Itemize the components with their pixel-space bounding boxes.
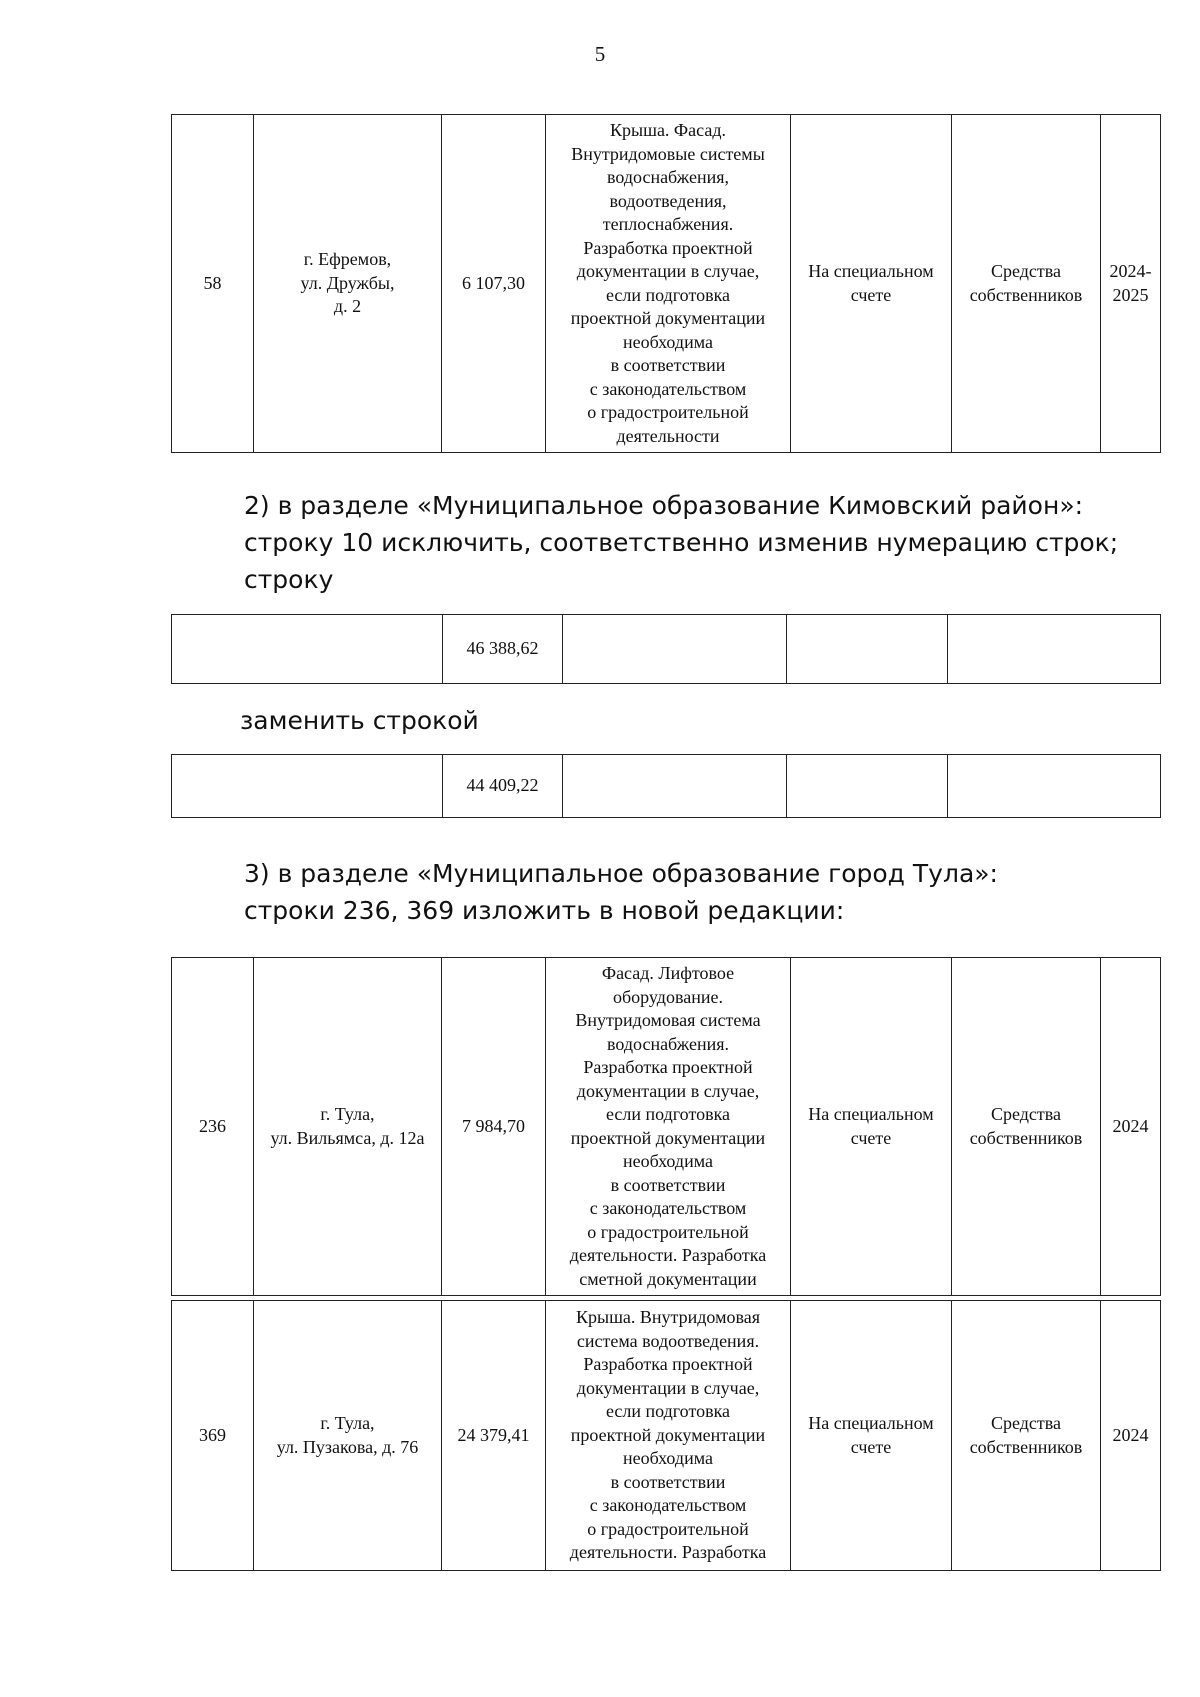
table-row xyxy=(172,115,1161,453)
works-cell: Фасад. Лифтовое оборудование. Внутридомовая система водоснабжения. Разработка проектной документации в случае, если подготовка проектной документации необходима в соответствии с законодательством о градостроительной деятельности. Разработка сметной документации xyxy=(546,958,791,1296)
table-row-236 xyxy=(171,957,1161,1296)
section-2-line-1: 2) в разделе «Муниципальное образование Кимовский район»: xyxy=(244,491,1084,520)
row-number: 236 xyxy=(172,958,254,1296)
account-cell: На специальном счете xyxy=(791,115,952,453)
section-3-line-2: строки 236, 369 изложить в новой редакции: xyxy=(244,896,845,925)
address-cell: г. Ефремов, ул. Дружбы, д. 2 xyxy=(254,115,442,453)
section-3-text xyxy=(244,855,998,929)
works-cell: Крыша. Внутридомовая система водоотведения. Разработка проектной документации в случае, если подготовка проектной документации необходима в соответствии с законодательством о градостроительной деятельности. Разработка xyxy=(546,1301,791,1571)
section-3-line-1: 3) в разделе «Муниципальное образование город Тула»: xyxy=(244,859,998,888)
empty-cell xyxy=(172,755,443,818)
years-cell: 2024 xyxy=(1101,958,1161,1296)
table-row xyxy=(172,958,1161,1296)
works-cell: Крыша. Фасад. Внутридомовые системы водоснабжения, водоотведения, теплоснабжения. Разработка проектной документации в случае, если подготовка проектной документации необходима в соответствии с законодательством о градостроительной деятельности xyxy=(546,115,791,453)
table-old-row xyxy=(171,614,1161,684)
empty-cell xyxy=(563,755,787,818)
row-number: 58 xyxy=(172,115,254,453)
table-new-row xyxy=(171,754,1161,818)
cost-cell: 24 379,41 xyxy=(442,1301,546,1571)
cost-cell: 44 409,22 xyxy=(443,755,563,818)
funding-cell: Средства собственников xyxy=(952,115,1101,453)
replace-text: заменить строкой xyxy=(240,706,479,735)
empty-cell xyxy=(787,755,948,818)
table-row xyxy=(172,615,1161,684)
section-2-line-2: строку 10 исключить, соответственно изменив нумерацию строк; xyxy=(244,528,1119,557)
years-cell: 2024- 2025 xyxy=(1101,115,1161,453)
funding-cell: Средства собственников xyxy=(952,958,1101,1296)
address-cell: г. Тула, ул. Вильямса, д. 12а xyxy=(254,958,442,1296)
account-cell: На специальном счете xyxy=(791,1301,952,1571)
empty-cell xyxy=(948,755,1161,818)
table-row xyxy=(172,755,1161,818)
cost-cell: 6 107,30 xyxy=(442,115,546,453)
address-cell: г. Тула, ул. Пузакова, д. 76 xyxy=(254,1301,442,1571)
years-cell: 2024 xyxy=(1101,1301,1161,1571)
page-number: 5 xyxy=(594,42,606,66)
funding-cell: Средства собственников xyxy=(952,1301,1101,1571)
empty-cell xyxy=(948,615,1161,684)
table-row-369 xyxy=(171,1300,1161,1571)
section-2-line-3: строку xyxy=(244,565,334,594)
empty-cell xyxy=(563,615,787,684)
cost-cell: 46 388,62 xyxy=(443,615,563,684)
row-number: 369 xyxy=(172,1301,254,1571)
table-row-58 xyxy=(171,114,1161,453)
cost-cell: 7 984,70 xyxy=(442,958,546,1296)
section-2-text xyxy=(244,487,1118,598)
empty-cell xyxy=(787,615,948,684)
account-cell: На специальном счете xyxy=(791,958,952,1296)
empty-cell xyxy=(172,615,443,684)
table-row xyxy=(172,1301,1161,1571)
